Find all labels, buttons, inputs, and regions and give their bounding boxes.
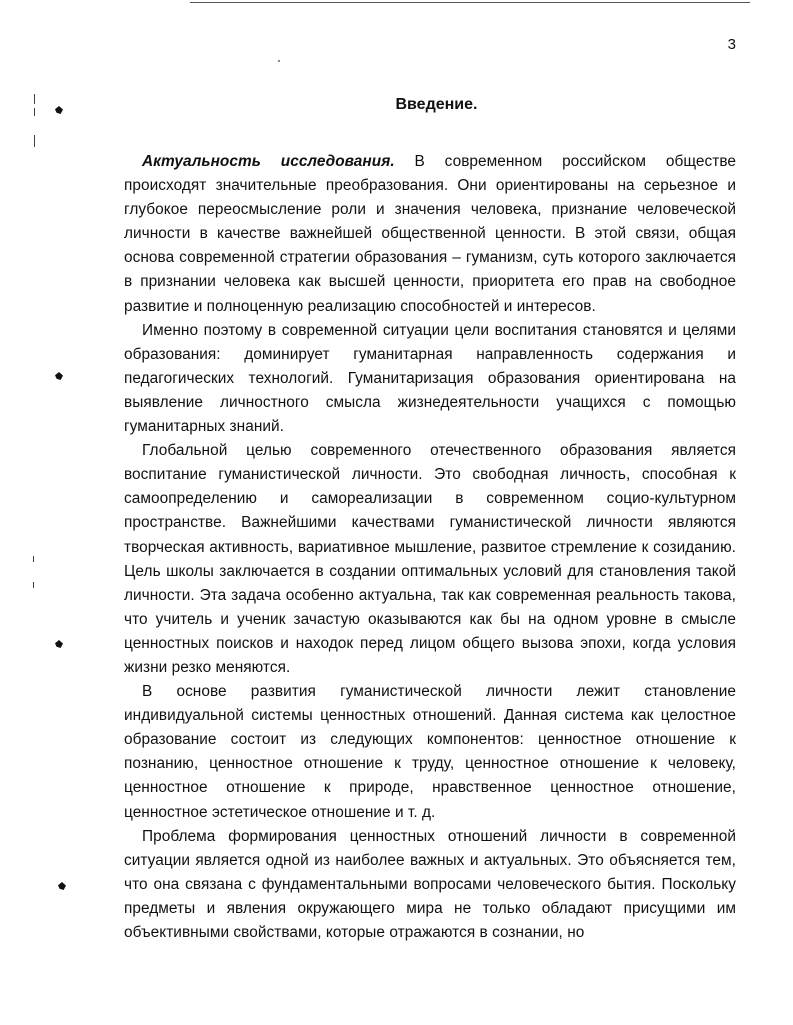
scan-mark (33, 556, 34, 562)
paragraph-2: Именно поэтому в современной ситуации цели воспитания становятся и целями образования: доминирует гуманитарная направленность содержания и педагогических технологий. Гуманитаризация образования ориентирована на выявление личностного смысла жизнедеятельности учащихся с помощью гуманитарных знаний. (124, 321, 736, 436)
paragraph-5: Проблема формирования ценностных отношений личности в современной ситуации является одной из наиболее важных и актуальных. Это объясняется тем, что она связана с фундаментальными вопросами человеческого бытия. Поскольку предметы и явления окружающего мира не только обладают присущими им объективными свойствами, которые отражаются в сознании, но (124, 827, 736, 941)
paragraph-text: В современном российском обществе происходят значительные преобразования. Они ориентированы на серьезное и глубокое переосмысление роли и значения человека, признание человеческой личности в качестве важнейшей общественной ценности. В этой связи, общая основа современной стратегии образования – гуманизм, суть которого заключается в признании человека как высшей ценности, приоритета его прав на свободное развитие и полноценную реализацию способностей и интересов. (124, 153, 736, 315)
section-heading: Введение. (395, 96, 478, 113)
page-number: 3 (727, 36, 736, 53)
paragraph-3: Глобальной целью современного отечественного образования является воспитание гуманистической личности. Это свободная личность, способная к самоопределению и самореализации в современном социо-культурном пространстве. Важнейшими качествами гуманистической личности являются творческая активность, вариативное мышление, развитое стремление к созиданию. Цель школы заключается в создании оптимальных условий для становления такой личности. Эта задача особенно актуальна, так как современная реальность такова, что учитель и ученик зачастую оказываются как бы на одном уровне в смысле ценностных поисков и находок перед лицом общего вызова эпохи, когда условия жизни резко меняются. (124, 442, 736, 676)
scan-mark (34, 135, 35, 147)
scan-dot (278, 60, 280, 62)
margin-blot-icon (58, 882, 66, 890)
margin-blot-icon (55, 372, 63, 380)
paragraph-4: В основе развития гуманистической личности лежит становление индивидуальной системы ценностных отношений. Данная система как целостное образование состоит из следующих компонентов: ценностное отношение к познанию, ценностное отношение к труду, ценностное отношение к человеку, ценностное отношение к природе, нравственное ценностное отношение, ценностное эстетическое отношение и т. д. (124, 683, 736, 821)
document-body (124, 150, 736, 945)
top-rule (190, 2, 750, 3)
margin-blot-icon (55, 640, 63, 648)
paragraph-lead: Актуальность исследования. (142, 153, 395, 170)
scan-mark (33, 582, 34, 588)
paragraph-1 (124, 150, 736, 319)
